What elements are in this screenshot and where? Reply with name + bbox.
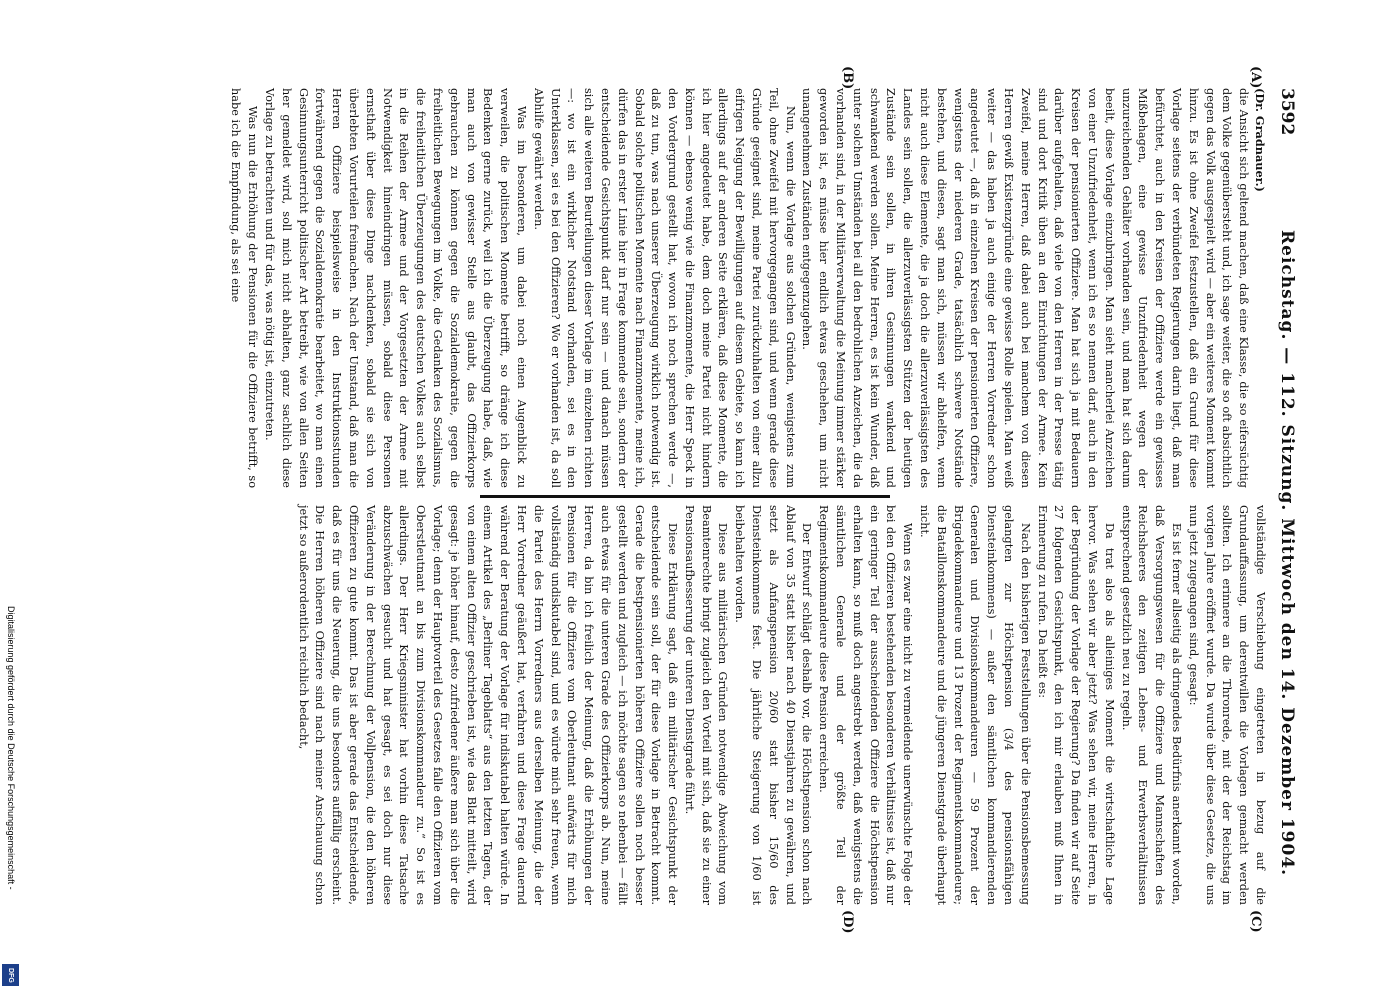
- left-paragraph: die Ansicht sich geltend machen, daß eine Klasse, die so eifersüchtig dem Volke gegenübersteht und, ich sage weiter, die so oft absichtlich gegen das Volk ausgespielt wird — aber ein weiteres Moment kommt hinzu. Es ist ohne Zweifel festzustellen, daß ein Grund für diese Vorlage seitens der verbündeten Regierungen darin liegt, daß man befürchtet, auch in den Kreisen der Offiziere werde ein gewisses Mißbehagen, eine gewisse Unzufriedenheit wegen der unzureichenden Gehälter vorhanden sein, und man hat sich darum beeilt, diese Vorlage einzubringen. Man sieht mancherlei Anzeichen von einer Unzufriedenheit, wenn ich es so nennen darf, auch in den Kreisen der pensionierten Offiziere. Man hat sich ja mit Bedauern darüber aufgehalten, daß viele von den Herren in der Presse tätig sind und dort Kritik üben an den Einrichtungen der Armee. Kein Zweifel, meine Herren, daß dabei auch bei manchem von diesen Herren gewiß Existenzgründe eine gewisse Rolle spielen. Man weiß weiter — das haben ja auch einige der Herren Vorredner schon angedeutet —, daß in einzelnen Kreisen der pensionierten Offiziere, wenigstens der niederen Grade, tatsächlich schwere Notstände bestehen, und diesen, sagt man sich, müssen wir abhelfen, wenn nicht auch diese Elemente, die ja doch die allerzuverlässigsten des Landes sein sollen, die allerzuverlässigsten Stützen der heutigen Zustände sein sollen, in ihren Gesinnungen wankend und schwankend werden sollen. Meine Herren, es ist kein Wunder, daß unter solchen Umständen bei all den bedrohlichen Anzeichen, die da vorhanden sind, in der Militärverwaltung die Meinung immer stärker geworden ist, es müsse hier endlich etwas geschehen, um nicht unangenehmen Zuständen entgegenzugehen.: [800, 88, 1251, 488]
- right-quote-paragraph: Wenn es zwar eine nicht zu vermeidende unerwünschte Folge der bei den Offizieren bestehenden besonderen Verhältnisse ist, daß nur ein geringer Teil der ausscheidenden Offiziere die Höchstpension erhalten kann, so muß doch angestrebt werden, daß wenigstens die sämtlichen Generale und der größte Teil der Regimentskommandeure diese Pension erreichen.: [817, 505, 915, 905]
- left-column: [227, 88, 1268, 488]
- margin-mark-a: (A): [1248, 66, 1263, 89]
- right-quote-paragraph: Es ist ferner allseitig als dringendes Bedürfnis anerkannt worden, daß Versorgungswesen für die Offiziere und Mannschaften des Reichsheeres den zeitigen Lebens- und Erwerbsverhältnissen entsprechend gesetzlich neu zu regeln.: [1119, 505, 1184, 905]
- right-quote-paragraph: Diese aus militärischen Gründen notwendige Abweichung vom Beamtenrechte bringt zugleich den Vorteil mit sich, daß sie zu einer Pensionsaufbesserung der unteren Dienstgrade führt.: [682, 505, 730, 905]
- dfg-logo-icon: DFG: [2, 964, 19, 986]
- page-title: Reichstag. — 112. Sitzung. Mittwoch den 14. Dezember 1904.: [1277, 230, 1297, 877]
- margin-mark-c: (C): [1248, 910, 1263, 933]
- left-paragraph: Was nun die Erhöhung der Pensionen für die Offiziere betrifft, so habe ich die Empfindung, als sei eine: [229, 88, 260, 488]
- digitization-credit: [0, 0, 24, 1000]
- right-quote-paragraph: Nach den bisherigen Feststellungen über die Pensionsbemessung gelangten zur Höchstpension (3/4 des pensionsfähigen Diensteinkommens) — außer den sämtlichen kommandierenden Generalen und Divisionskommandeuren — 59 Prozent der Brigadekommandeure und 13 Prozent der Regimentskommandeure; die Bataillonskommandeure und die jüngeren Dienstgrade überhaupt nicht.: [918, 505, 1032, 905]
- margin-mark-b: (B): [840, 66, 855, 90]
- page-number: 3592: [1277, 88, 1297, 136]
- left-paragraph: Was im besonderen, um dabei noch einen Augenblick zu verweilen, die politischen Momente betrifft, so dränge ich diese Bedenken gerne zurück, weil ich die Überzeugung habe, daß, wie man auch von gewisser Stelle aus glaubt, das Offizierkorps gebrauchen zu können gegen die Sozialdemokratie, gegen die freiheitlichen Bewegungen im Volke, die Gedanken des Sozialismus, die freiheitlichen Überzeugungen des deutschen Volkes auch selbst in die Reihen der Armee und der Vorgesetzten der Armee mit Notwendigkeit hineindringen müssen, sobald diese Personen ernsthaft über diese Dinge nachdenken, sobald sie sich von überlebten Vorurteilen freimachen. Nach der Umstand, daß man die Herren Offiziere beispielsweise in den Instruktionsstunden fortwährend gegen die Sozialdemokratie bearbeitet, wo man einen Gesinnungsunterricht politischer Art betreibt, wie von allen Seiten her gemeldet wird, soll mich nicht abhalten, ganz sachlich diese Vorlage zu betrachten und für das, was nötig ist, einzutreten.: [262, 88, 528, 488]
- right-paragraph: vollständige Verschiebung eingetreten in bezug auf die Grundauffassung, um derentwillen die Vorlagen gemacht werden sollten. Ich erinnere an die Thronrede, mit der der Reichstag im vorigen Jahre eröffnet wurde. Da wurde über diese Gesetze, die uns nun jetzt zugegangen sind, gesagt:: [1186, 505, 1267, 905]
- margin-mark-d: (D): [840, 910, 855, 934]
- speaker-label: (Dr. Gradnauer.): [1253, 88, 1267, 192]
- page-header: [1269, 0, 1301, 1000]
- column-divider: [480, 495, 890, 498]
- left-paragraph: Nun, wenn die Vorlage aus solchen Gründen, wenigstens zum Teil, ohne Zweifel mit hervorgegangen sind, und wenn gerade diese Gründe geeignet sind, meine Partei zurückzuhalten von einer allzu eifrigen Neigung der Bewilligungen auf diesem Gebiete, so kann ich allerdings auf der anderen Seite erklären, daß diese Momente, die ich hier angedeutet habe, dem doch meine Partei nicht hindern können — ebenso wenig wie die Finanzmomente, die Herr Speck in den Vordergrund gestellt hat, wovon ich noch sprechen werde —, daß zu tun, was nach unserer Überzeugung wirklich notwendig ist. Sobald solche politischen Momente nach Finanzmomente, meine ich, dürfen das in erster Linie hier in Frage kommende sein, sondern der entscheidende Gesichtspunkt darf nur sein — und danach müssen sich alle weiteren Beurteilungen dieser Vorlage im einzelnen richten —: wo ist ein wirklicher Notstand vorhanden, sei es in den Unterklassen, sei es bei den Offizieren? Wo er vorhanden ist, da soll Abhilfe gewährt werden.: [531, 88, 797, 488]
- right-column: [294, 505, 1268, 905]
- right-quote-paragraph: Der Entwurf schlägt deshalb vor, die Höchstpension schon nach Ablauf von 35 statt bisher nach 40 Dienstjahren zu gewähren, und setzt als Anfangspension 20/60 statt bisher 15/60 des Diensteinkommens fest. Die jährliche Steigerung von 1/60 ist beibehalten worden.: [733, 505, 814, 905]
- credit-text: Digitalisierung gefördert durch die Deutsche Forschungsgemeinschaft -: [6, 606, 16, 890]
- right-paragraph: Da trat also als alleiniges Moment die wirtschaftliche Lage hervor. Was sehen wir aber jetzt? Was sehen wir, meine Herren, in der Begründung der Vorlage der Regierung? Da finden wir auf Seite 27 folgenden Gesichtspunkt, den ich mir erlauben muß Ihnen in Erinnerung zu rufen. Da heißt es:: [1035, 505, 1116, 905]
- right-paragraph: Diese Erklärung sagt, daß ein militärischer Gesichtspunkt der entscheidende sein soll, der für diese Vorlage in Betracht kommt. Gerade die bestpensionierten höheren Offiziere sollen noch besser gestellt werden und zugleich — ich möchte sagen so nebenbei — fällt auch etwas für die unteren Grade des Offizierkorps ab. Nun, meine Herren, da bin ich freilich der Meinung, daß die Erhöhungen der Pensionen für die Offiziere vom Oberleutnant aufwärts für mich vollständig undiskutabel sind, und es würde mich sehr freuen, wenn die Partei des Herrn Vorredners aus derselben Meinung, die der Herr Vorredner geäußert hat, verfahren und diese Frage dauernd während der Beratung der Vorlage für indiskutabel halten würde. In einem Artikel des „Berliner Tageblatts“ aus den letzten Tagen, der von einem alten Offizier geschrieben ist, wie das Blatt mitteilt, wird gesagt: je höher hinauf, desto zufriedener äußere man sich über die Vorlage; denn der Hauptvorteil des Gesetzes falle den Offizieren vom Oberstleutnant an bis zum Divisionskommandeur zu.“ So ist es allerdings. Der Herr Kriegsminister hat vorhin diese Tatsache abzuschwächen gesucht und hat gesagt, es sei doch nur diese Veränderung in der Berechnung der Vollpension, die den höheren Offizieren zu gute kommt. Das ist aber gerade das Entscheidende, daß es für uns die Neuerung, die uns besonders auffällig erscheint. Die Herren höheren Offiziere sind nach meiner Anschauung schon jetzt so außerordentlich reichlich bedacht,: [296, 505, 680, 905]
